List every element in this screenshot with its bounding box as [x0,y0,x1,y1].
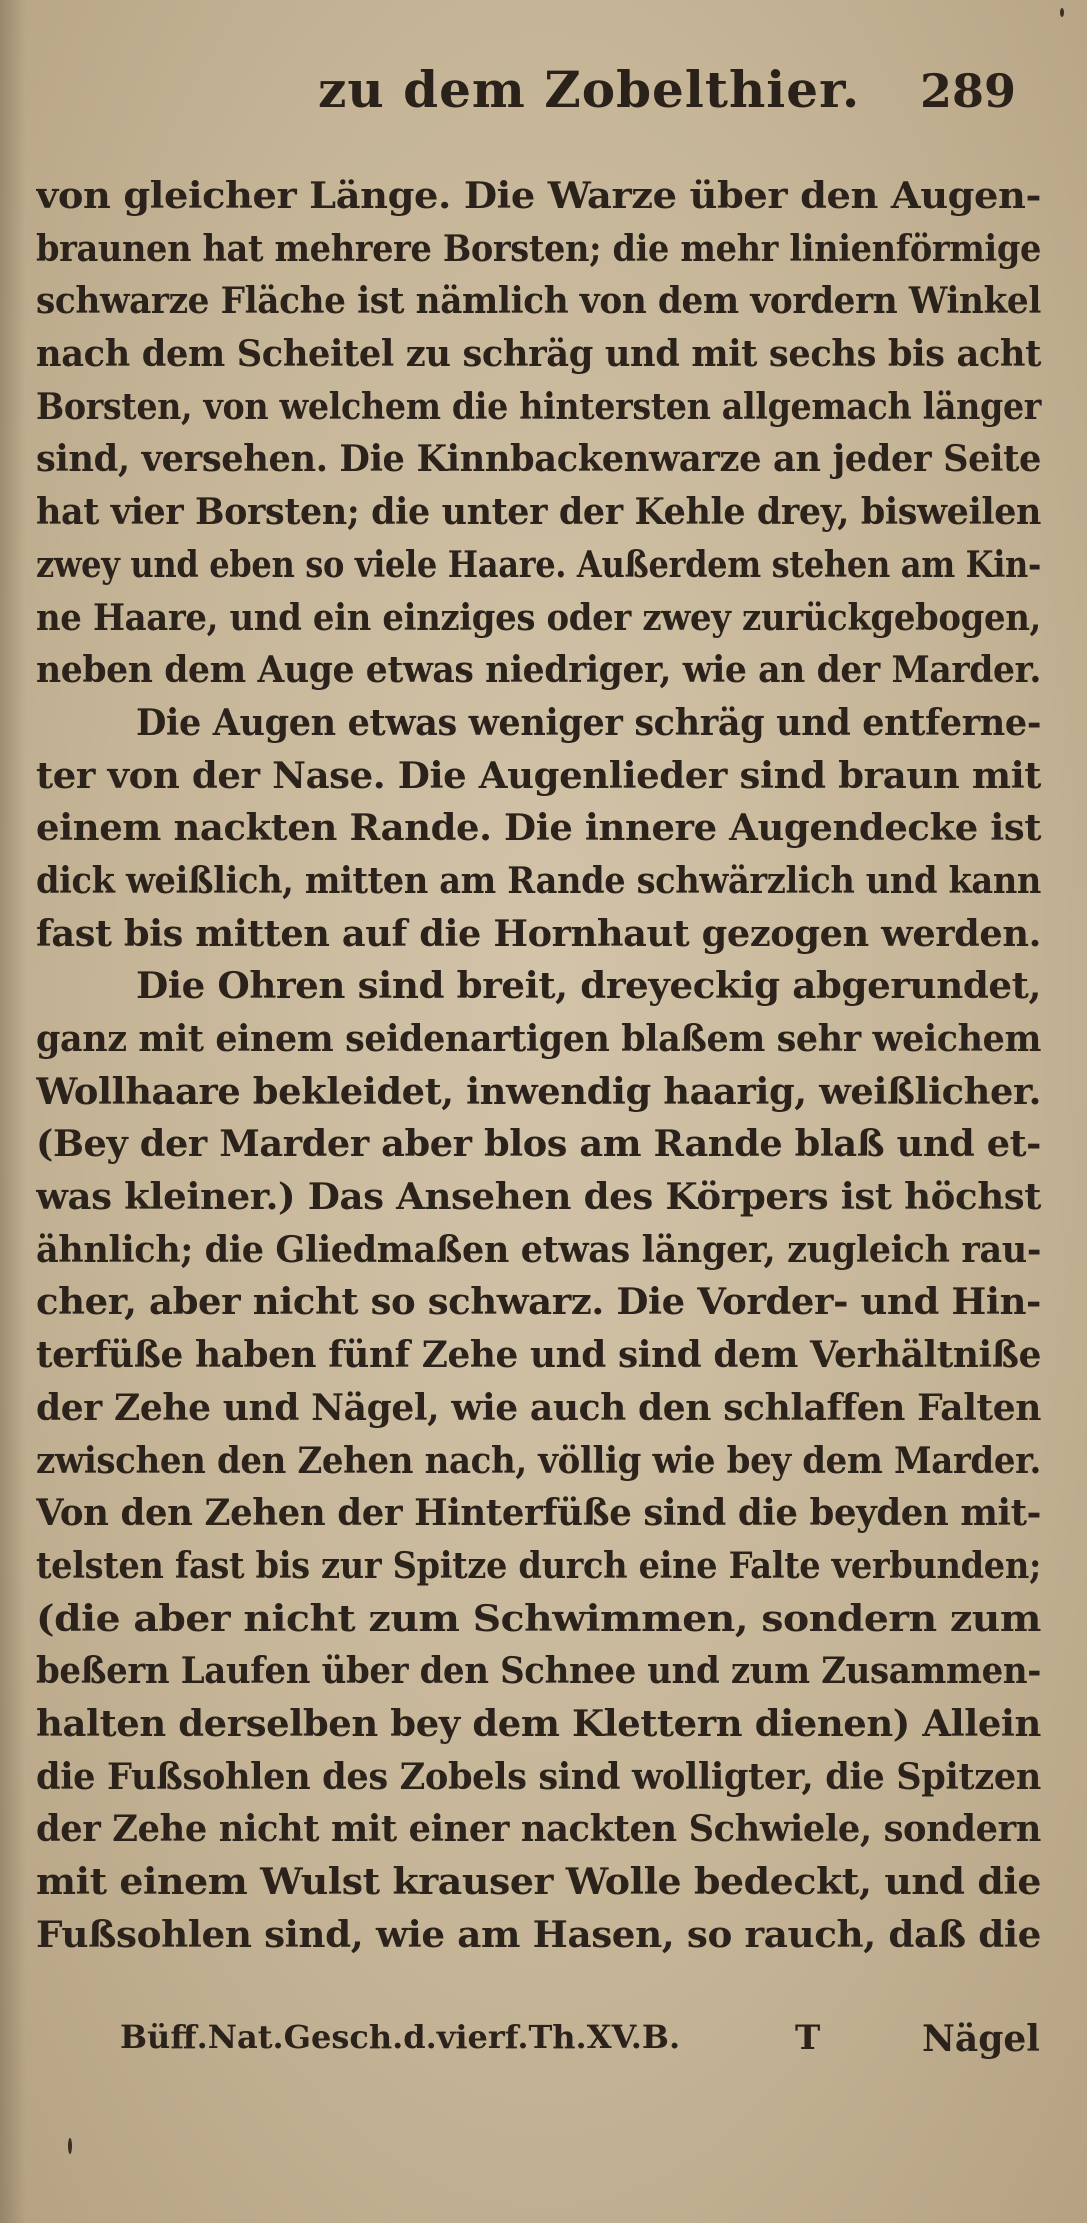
page-gutter-shadow [0,0,26,2223]
text-line: Von den Zehen der Hinterfüße sind die beyden mit- [36,1491,1041,1535]
text-line: Wollhaare bekleidet, inwendig haarig, weißlicher. [36,1069,1041,1113]
text-line: einem nackten Rande. Die innere Augendecke ist [36,806,1041,850]
signature-mark: T [795,2018,821,2058]
text-line: (Bey der Marder aber blos am Rande blaß und et- [36,1122,1041,1166]
text-line: zwischen den Zehen nach, völlig wie bey dem Marder. [36,1438,1041,1482]
page-header [0,52,1087,132]
text-line: terfüße haben fünf Zehe und sind dem Verhältniße [36,1333,1041,1377]
running-head: zu dem Zobelthier. [318,60,861,119]
text-line: Die Ohren sind breit, dreyeckig abgerundet, [136,964,1041,1008]
text-line: was kleiner.) Das Ansehen des Körpers ist höchst [36,1175,1041,1219]
text-line: die Fußsohlen des Zobels sind wolligter, die Spitzen [36,1754,1041,1798]
text-line: telsten fast bis zur Spitze durch eine Falte verbunden; [36,1543,1041,1587]
text-line: cher, aber nicht so schwarz. Die Vorder- und Hin- [36,1280,1041,1324]
text-line: (die aber nicht zum Schwimmen, sondern zum [36,1596,1041,1640]
catchword: Nägel [922,2018,1040,2060]
text-line: der Zehe und Nägel, wie auch den schlaffen Falten [36,1385,1041,1429]
text-line: hat vier Borsten; die unter der Kehle drey, bisweilen [36,490,1041,534]
paper-speck [1060,8,1064,17]
text-line: ähnlich; die Gliedmaßen etwas länger, zugleich rau- [36,1227,1041,1271]
text-line: ter von der Nase. Die Augenlieder sind braun mit [36,753,1041,797]
text-line: Die Augen etwas weniger schräg und entferne- [136,700,1041,744]
text-line: ganz mit einem seidenartigen blaßem sehr weichem [36,1017,1041,1060]
text-line: schwarze Fläche ist nämlich von dem vordern Winkel [36,279,1041,323]
text-line: beßern Laufen über den Schnee und zum Zusammen- [36,1649,1041,1693]
page-footer [0,2018,1087,2078]
text-line: dick weißlich, mitten am Rande schwärzlich und kann [36,858,1041,902]
text-line: fast bis mitten auf die Hornhaut gezogen werden. [36,911,1041,955]
text-line: Fußsohlen sind, wie am Hasen, so rauch, daß die [36,1912,1041,1956]
text-line: neben dem Auge etwas niedriger, wie an der Marder. [36,648,1041,692]
signature-note: Büff.Nat.Gesch.d.vierf.Th.XV.B. [120,2018,681,2056]
body-text [36,170,1046,1961]
text-line: mit einem Wulst krauser Wolle bedeckt, und die [36,1860,1041,1903]
text-line: braunen hat mehrere Borsten; die mehr linienförmige [36,226,1041,270]
text-line: sind, versehen. Die Kinnbackenwarze an jeder Seite [36,437,1041,481]
text-line: zwey und eben so viele Haare. Außerdem stehen am Kin- [36,542,1041,586]
text-line: der Zehe nicht mit einer nackten Schwiele, sondern [36,1807,1041,1851]
text-line: Borsten, von welchem die hintersten allgemach länger [36,384,1041,428]
text-line: von gleicher Länge. Die Warze über den Augen- [36,174,1041,217]
page-number: 289 [920,64,1017,118]
paper-speck [68,2138,72,2154]
text-line: ne Haare, und ein einziges oder zwey zurückgebogen, [36,595,1041,639]
text-line: halten derselben bey dem Klettern dienen) Allein [36,1701,1041,1745]
text-line: nach dem Scheitel zu schräg und mit sechs bis acht [36,332,1041,376]
